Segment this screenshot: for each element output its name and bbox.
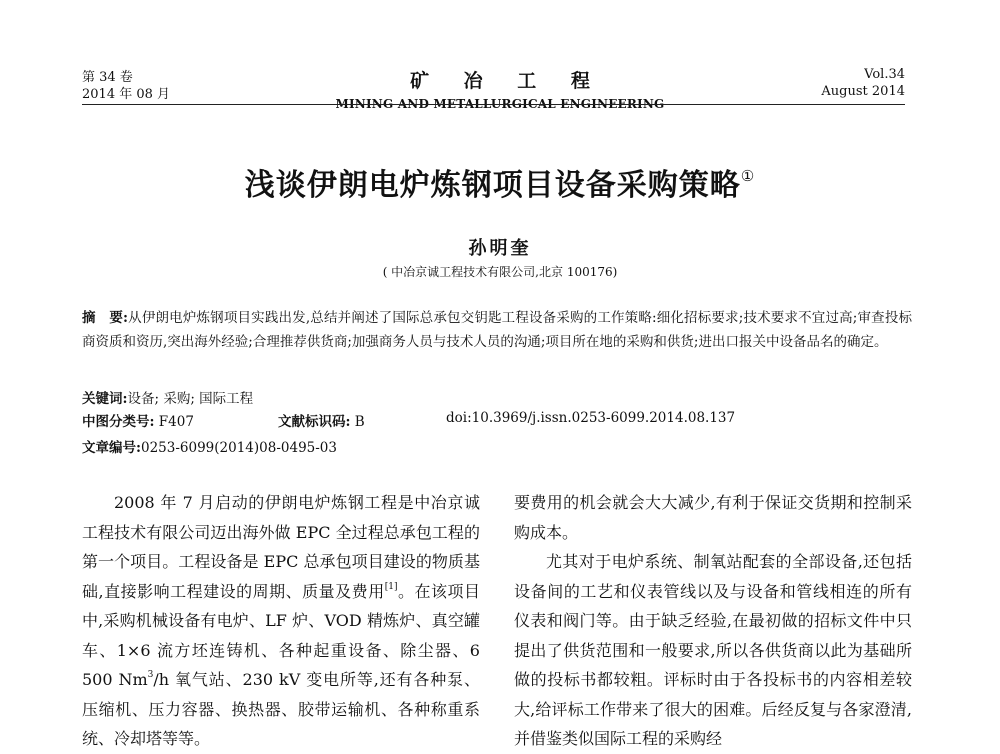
keywords-label: 关键词: [82,391,128,407]
date-cn: 2014 年 08 月 [82,87,171,102]
author-affiliation: ( 中冶京诚工程技术有限公司,北京 100176) [382,265,618,279]
doc-code-label: 文献标识码: [278,414,351,430]
clc-value: F407 [158,414,194,430]
keywords-text: 设备; 采购; 国际工程 [127,391,254,407]
volume-cn: 第 34 卷 [82,70,133,85]
body-text: 。在该项目中,采购机械设备有电炉、LF 炉、VOD 精炼炉、真空罐车、1×6 流方坯连铸机、各种起重设备、除尘器、6 500 Nm [82,581,480,689]
journal-name-cn: 矿 冶 工 程 [410,70,604,92]
article-number-label: 文章编号: [82,440,141,456]
date-en: August 2014 [821,84,905,99]
header-right [821,66,905,100]
body-column-right [514,488,912,754]
article-number [82,436,337,456]
superscript: 3 [147,670,154,680]
body-paragraph [82,488,480,754]
abstract-label: 摘 要: [82,310,128,326]
doi: doi:10.3969/j.issn.0253-6099.2014.08.137 [446,410,736,426]
article-number-value: 0253-6099(2014)08-0495-03 [140,440,337,456]
volume-en: Vol.34 [864,67,905,82]
title-footnote-mark: ① [740,167,756,185]
body-text: /h 氧气站、230 kV 变电所等,还有各种泵、压缩机、压力容器、换热器、胶带运输机、各种称重系统、冷却塔等等。 [82,670,480,748]
title-text: 浅谈伊朗电炉炼钢项目设备采购策略 [244,168,741,203]
article-title [0,160,1000,204]
abstract-text: 从伊朗电炉炼钢项目实践出发,总结并阐述了国际总承包交钥匙工程设备采购的工作策略:细化招标要求;技术要求不宜过高;审查投标商资质和资历,突出海外经验;合理推荐供货商;加强商务人员与技术人员的沟通;项目所在地的采购和供货;进出口报关中设备品名的确定。 [82,310,913,350]
keywords [82,387,253,407]
abstract [82,306,912,354]
journal-name-en: MINING AND METALLURGICAL ENGINEERING [335,97,665,111]
body-text: 2008 年 7 月启动的伊朗电炉炼钢工程是中冶京诚工程技术有限公司迈出海外做 EPC 全过程总承包工程的第一个项目。工程设备是 EPC 总承包项目建设的物质基础,直接影响工程建设的周期、质量及费用 [82,493,480,601]
body-paragraph: 要费用的机会就会大大减少,有利于保证交货期和控制采购成本。 [514,493,912,542]
author-name: 孙明奎 [468,238,532,259]
body-paragraph: 尤其对于电炉系统、制氧站配套的全部设备,还包括设备间的工艺和仪表管线以及与设备和管线相连的所有仪表和阀门等。由于缺乏经验,在最初做的招标文件中只提出了供货范围和一般要求,所以各供货商以此为基础所做的投标书都较粗。评标时由于各投标书的内容相差较大,给评标工作带来了很大的困难。后经反复与各家澄清,并借鉴类似国际工程的采购经 [514,552,912,748]
header-rule [82,104,905,105]
citation-ref: [1] [384,581,398,592]
clc-label: 中图分类号: [82,414,155,430]
doc-code-value: B [354,414,365,430]
body-column-left [82,488,480,754]
